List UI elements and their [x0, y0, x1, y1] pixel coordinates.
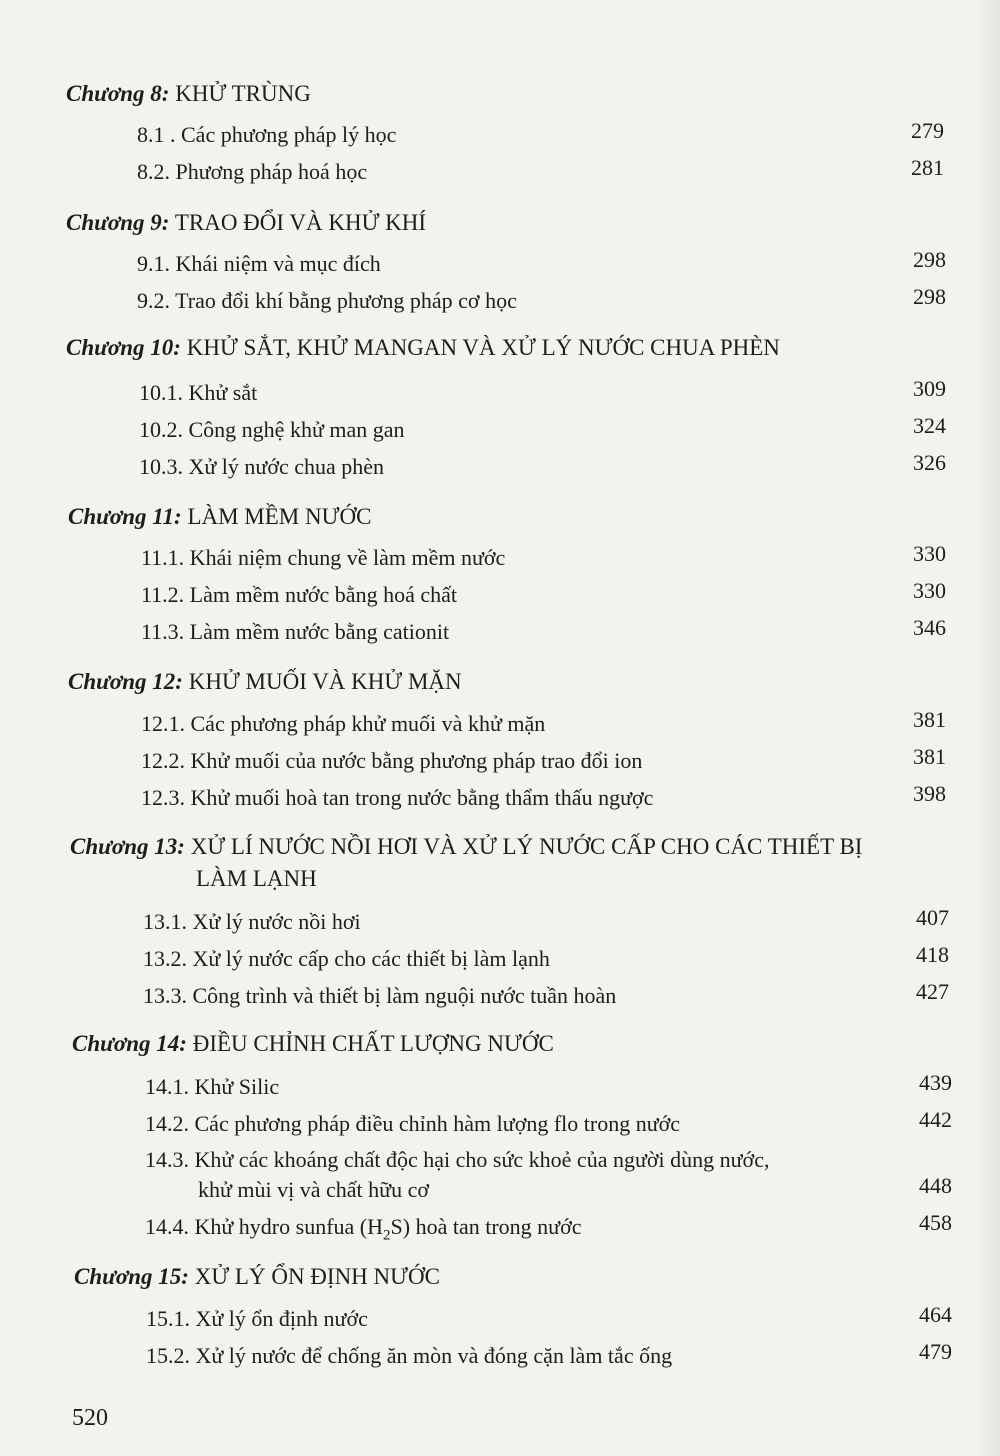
chapter-heading: [70, 831, 862, 863]
chapter-heading: [68, 666, 462, 698]
page-number: 448: [919, 1173, 952, 1198]
chapter-title: KHỬ MUỐI VÀ KHỬ MẶN: [188, 669, 462, 694]
toc-entry: 11.2. Làm mềm nước bằng hoá chất: [141, 582, 457, 607]
page-number: 324: [913, 413, 946, 438]
page-number: 279: [911, 118, 944, 143]
page-number: 381: [913, 744, 946, 769]
chapter-heading: [66, 78, 311, 110]
page-number: 281: [911, 155, 944, 180]
chapter-label: Chương 13:: [70, 834, 185, 859]
toc-entry: 12.1. Các phương pháp khử muối và khử mặn: [141, 711, 546, 736]
toc-entry: 9.1. Khái niệm và mục đích: [137, 251, 381, 276]
chapter-title: ĐIỀU CHỈNH CHẤT LƯỢNG NƯỚC: [192, 1031, 554, 1056]
page-number: 309: [913, 376, 946, 401]
toc-entry: 11.1. Khái niệm chung về làm mềm nước: [141, 545, 506, 570]
toc-entry: 14.2. Các phương pháp điều chỉnh hàm lượng flo trong nước: [145, 1111, 681, 1136]
chapter-heading: [66, 332, 780, 364]
toc-entry: 10.3. Xử lý nước chua phèn: [139, 454, 385, 479]
toc-entry: 14.3. Khử các khoáng chất độc hại cho sức khoẻ của người dùng nước,: [145, 1147, 770, 1172]
chapter-heading: [68, 501, 371, 533]
toc-entry: 13.3. Công trình và thiết bị làm nguội nước tuần hoàn: [143, 983, 617, 1008]
page-number: 398: [913, 781, 946, 806]
page-number: 458: [919, 1210, 952, 1235]
chapter-title: TRAO ĐỔI VÀ KHỬ KHÍ: [174, 210, 427, 235]
toc-entry-text: 14.4. Khử hydro sunfua (H: [145, 1214, 384, 1239]
page-number: 298: [913, 284, 946, 309]
toc-entry: 8.1 . Các phương pháp lý học: [137, 122, 397, 147]
toc-entry-continued: khử mùi vị và chất hữu cơ: [198, 1177, 429, 1202]
toc-entry: 12.2. Khử muối của nước bằng phương pháp trao đổi ion: [141, 748, 643, 773]
chapter-heading: [66, 207, 426, 239]
chapter-heading: [74, 1261, 440, 1293]
toc-entry-text: S) hoà tan trong nước: [390, 1214, 582, 1239]
page-number: 330: [913, 578, 946, 603]
chapter-title: KHỬ TRÙNG: [175, 81, 311, 106]
page-number: 479: [919, 1339, 952, 1364]
chapter-title: XỬ LÍ NƯỚC NỒI HƠI VÀ XỬ LÝ NƯỚC CẤP CHO CÁC THIẾT BỊ: [190, 834, 863, 859]
chapter-title: LÀM MỀM NƯỚC: [187, 504, 372, 529]
chapter-label: Chương 11:: [68, 504, 182, 529]
chapter-label: Chương 9:: [66, 210, 170, 235]
page-number: 326: [913, 450, 946, 475]
toc-entry: 8.2. Phương pháp hoá học: [137, 159, 368, 184]
chapter-title: KHỬ SẮT, KHỬ MANGAN VÀ XỬ LÝ NƯỚC CHUA PHÈN: [186, 335, 780, 360]
chapter-title-continued: LÀM LẠNH: [196, 866, 317, 891]
page-number: 439: [919, 1070, 952, 1095]
toc-entry: 10.2. Công nghệ khử man gan: [139, 417, 405, 442]
subscript: 2: [383, 1227, 391, 1244]
toc-entry: 15.2. Xử lý nước để chống ăn mòn và đóng cặn làm tắc ống: [146, 1343, 673, 1368]
page-number: 381: [913, 707, 946, 732]
chapter-label: Chương 12:: [68, 669, 183, 694]
page-number: 298: [913, 247, 946, 272]
toc-entry: 13.2. Xử lý nước cấp cho các thiết bị làm lạnh: [143, 946, 550, 971]
chapter-label: Chương 15:: [74, 1264, 189, 1289]
toc-entry: 14.1. Khử Silic: [145, 1074, 280, 1099]
toc-entry: 15.1. Xử lý ổn định nước: [146, 1306, 368, 1331]
toc-entry: 10.1. Khử sắt: [139, 380, 258, 405]
chapter-title: XỬ LÝ ỔN ĐỊNH NƯỚC: [194, 1264, 440, 1289]
toc-entry: 9.2. Trao đổi khí bằng phương pháp cơ học: [137, 288, 517, 313]
chapter-heading: [72, 1028, 554, 1060]
page-number: 330: [913, 541, 946, 566]
page-number: 407: [916, 905, 949, 930]
chapter-label: Chương 8:: [66, 81, 170, 106]
toc-entry: 13.1. Xử lý nước nồi hơi: [143, 909, 361, 934]
page-number: 418: [916, 942, 949, 967]
toc-entry: [145, 1211, 581, 1251]
toc-entry: 12.3. Khử muối hoà tan trong nước bằng thẩm thấu ngược: [141, 785, 654, 810]
page-number: 427: [916, 979, 949, 1004]
page-number: 346: [913, 615, 946, 640]
page-number: 442: [919, 1107, 952, 1132]
toc-entry: 11.3. Làm mềm nước bằng cationit: [141, 619, 450, 644]
chapter-label: Chương 10:: [66, 335, 181, 360]
page-number: 464: [919, 1302, 952, 1327]
footer-page-number: 520: [72, 1405, 108, 1431]
chapter-label: Chương 14:: [72, 1031, 187, 1056]
